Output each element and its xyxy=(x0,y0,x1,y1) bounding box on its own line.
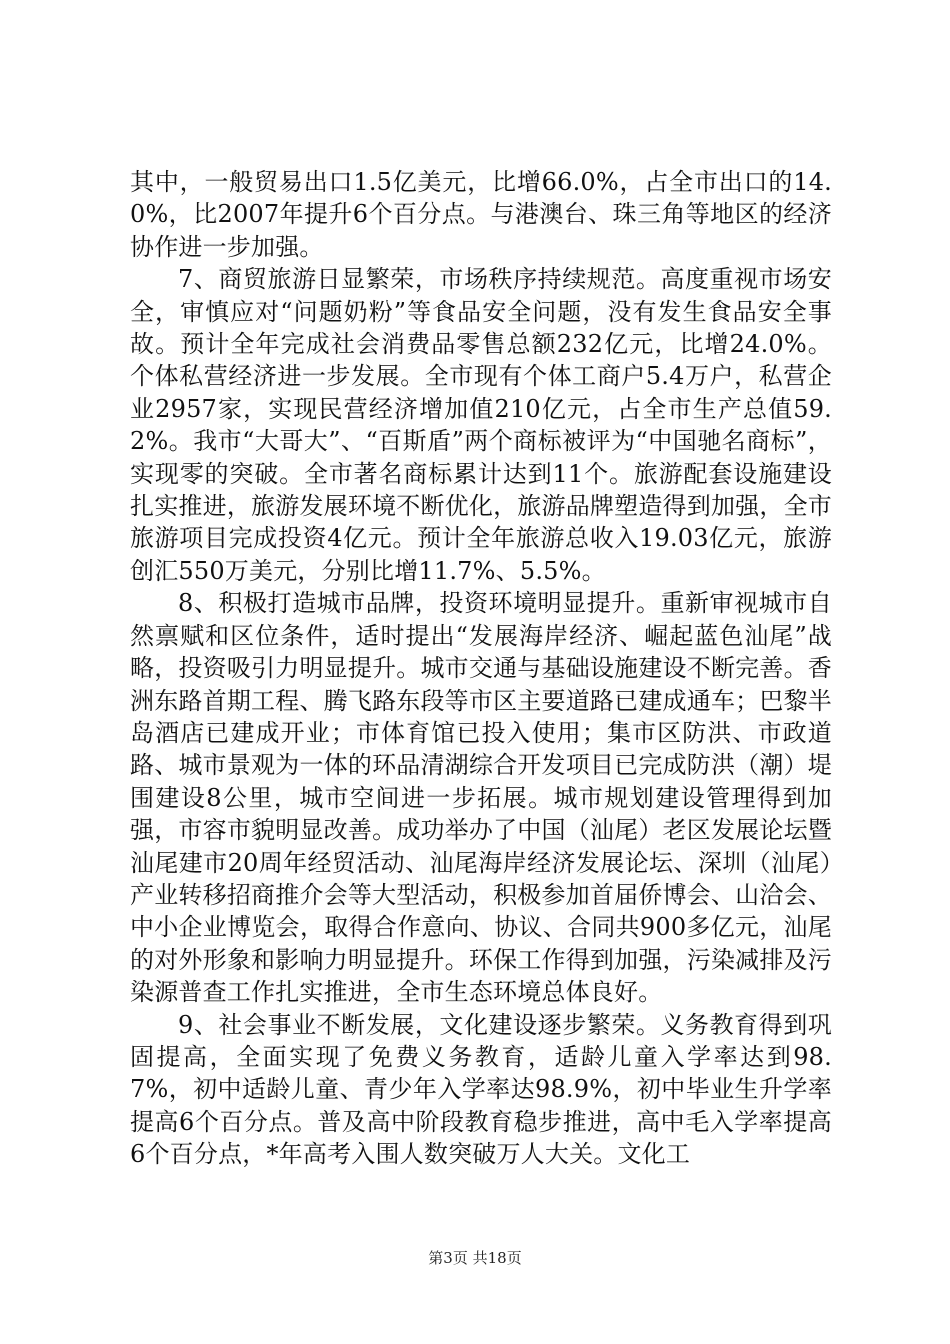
document-body xyxy=(130,166,832,1171)
paragraph-1: 其中，一般贸易出口1.5亿美元，比增66.0%，占全市出口的14.0%，比2007年提升6个百分点。与港澳台、珠三角等地区的经济协作进一步加强。 xyxy=(130,168,832,261)
paragraph-4: 9、社会事业不断发展，文化建设逐步繁荣。义务教育得到巩固提高，全面实现了免费义务教育，适龄儿童入学率达到98.7%，初中适龄儿童、青少年入学率达98.9%，初中毕业生升学率提高6个百分点。普及高中阶段教育稳步推进，高中毛入学率提高6个百分点，*年高考入围人数突破万人大关。文化工 xyxy=(130,1010,832,1169)
page-number-footer: 第3页 共18页 xyxy=(428,1249,522,1267)
paragraph-3: 8、积极打造城市品牌，投资环境明显提升。重新审视城市自然禀赋和区位条件，适时提出“发展海岸经济、崛起蓝色汕尾”战略，投资吸引力明显提升。城市交通与基础设施建设不断完善。香洲东路首期工程、腾飞路东段等市区主要道路已建成通车；巴黎半岛酒店已建成开业；市体育馆已投入使用；集市区防洪、市政道路、城市景观为一体的环品清湖综合开发项目已完成防洪（潮）堤围建设8公里，城市空间进一步拓展。城市规划建设管理得到加强，市容市貌明显改善。成功举办了中国（汕尾）老区发展论坛暨汕尾建市20周年经贸活动、汕尾海岸经济发展论坛、深圳（汕尾）产业转移招商推介会等大型活动，积极参加首届侨博会、山洽会、中小企业博览会，取得合作意向、协议、合同共900多亿元，汕尾的对外形象和影响力明显提升。环保工作得到加强，污染减排及污染源普查工作扎实推进，全市生态环境总体良好。 xyxy=(130,589,832,1007)
paragraph-2: 7、商贸旅游日显繁荣，市场秩序持续规范。高度重视市场安全，审慎应对“问题奶粉”等食品安全问题，没有发生食品安全事故。预计全年完成社会消费品零售总额232亿元，比增24.0%。个体私营经济进一步发展。全市现有个体工商户5.4万户，私营企业2957家，实现民营经济增加值210亿元，占全市生产总值59.2%。我市“大哥大”、“百斯盾”两个商标被评为“中国驰名商标”，实现零的突破。全市著名商标累计达到11个。旅游配套设施建设扎实推进，旅游发展环境不断优化，旅游品牌塑造得到加强，全市旅游项目完成投资4亿元。预计全年旅游总收入19.03亿元，旅游创汇550万美元，分别比增11.7%、5.5%。 xyxy=(130,265,832,585)
